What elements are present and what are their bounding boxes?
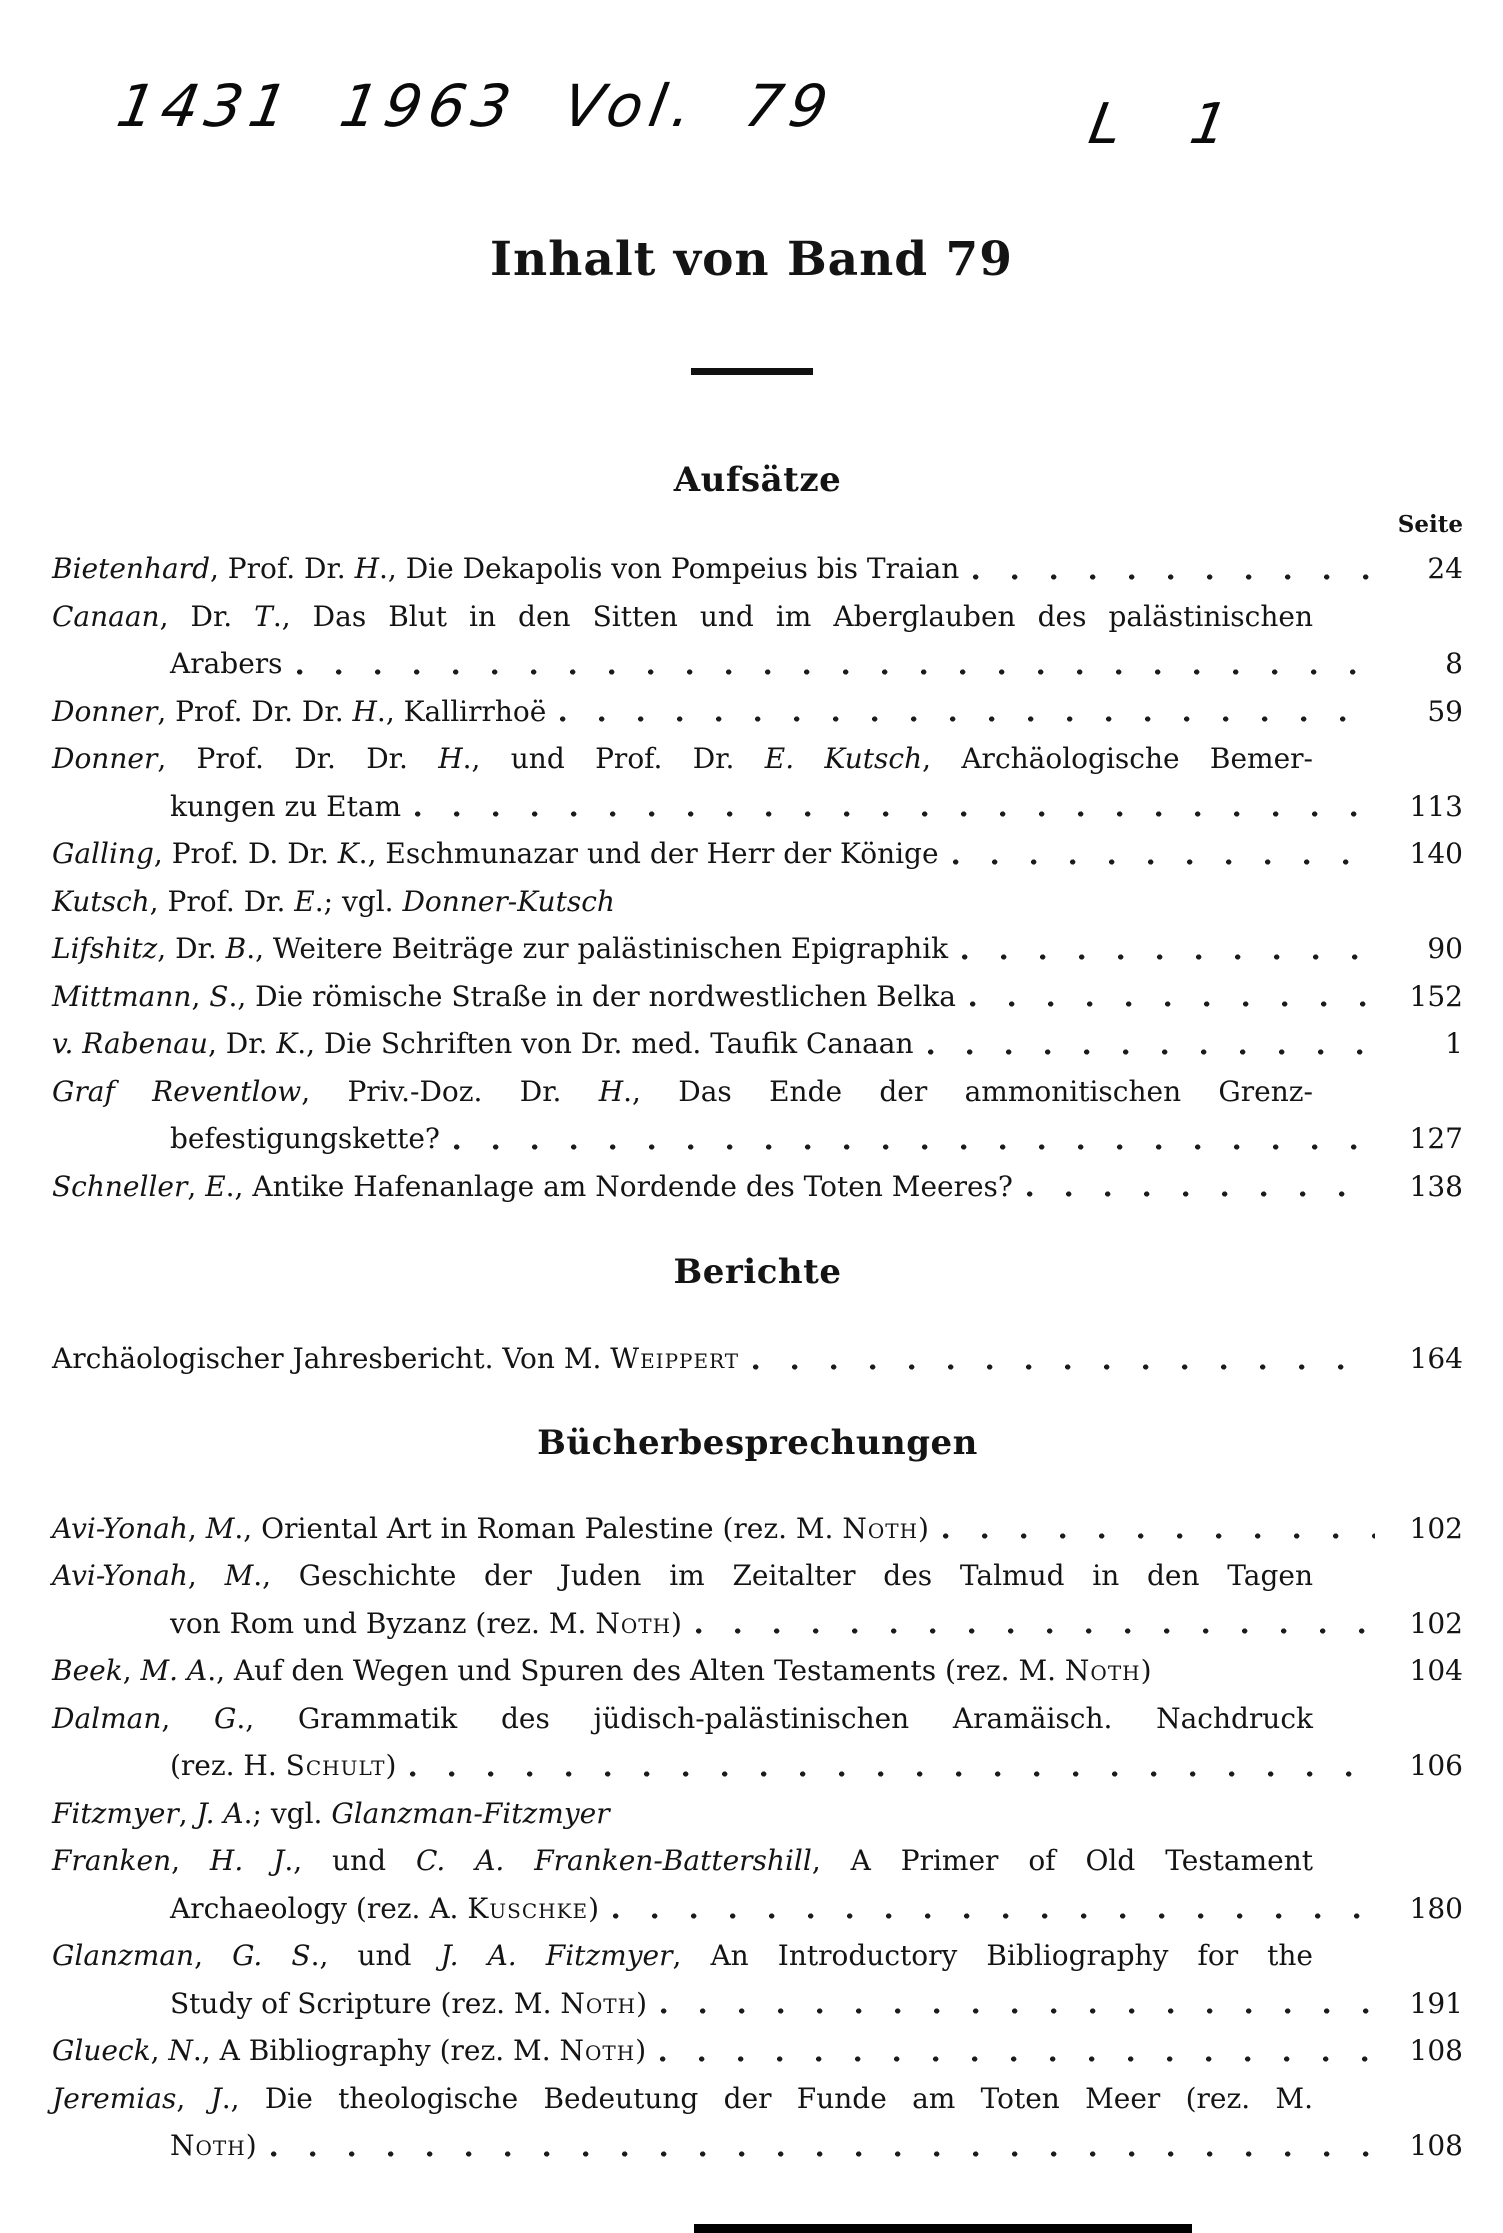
toc-entry-line	[52, 735, 1463, 783]
entry-text: Jeremias, J., Die theologische Bedeutung der Funde am Toten Meer (rez. M.	[52, 2081, 1313, 2115]
toc-entry-line	[52, 1020, 1463, 1068]
entry-text: von Rom und Byzanz (rez. M. Noth)	[170, 1606, 682, 1640]
entry-text: Kutsch, Prof. Dr. E.; vgl. Donner-Kutsch	[52, 884, 615, 918]
handwritten-shelf-mark: L 1	[1084, 92, 1259, 157]
toc-entry-line	[52, 973, 1463, 1021]
entry-text: Dalman, G., Grammatik des jüdisch-palästinischen Aramäisch. Nachdruck	[52, 1701, 1313, 1735]
section-heading: Bücherbesprechungen	[537, 1422, 978, 1463]
entry-text: Noth)	[170, 2129, 257, 2162]
toc-entry-line	[52, 1068, 1463, 1116]
entry-text: Canaan, Dr. T., Das Blut in den Sitten und im Aberglauben des palästinischen	[52, 599, 1313, 633]
section-heading: Berichte	[673, 1252, 842, 1292]
toc-entry-line	[52, 830, 1463, 878]
toc-entry-line	[52, 1552, 1463, 1600]
page-number: 104	[1409, 1654, 1463, 1687]
toc-entry-line	[52, 640, 1463, 688]
dot-leader	[753, 1335, 1375, 1383]
dot-leader	[415, 783, 1375, 831]
entry-text: Franken, H. J., und C. A. Franken-Battershill, A Primer of Old Testament	[52, 1844, 1313, 1877]
dot-leader	[297, 640, 1375, 688]
entry-text: befestigungskette?	[170, 1122, 440, 1155]
toc-sections	[52, 450, 1463, 2170]
entry-text: Fitzmyer, J. A.; vgl. Glanzman-Fitzmyer	[52, 1796, 610, 1830]
toc-section	[52, 1242, 1463, 1383]
entry-text: (rez. H. Schult)	[170, 1749, 397, 1782]
toc-entry-line	[52, 1163, 1463, 1211]
dot-leader	[928, 1020, 1375, 1068]
toc-entry-line	[52, 783, 1463, 831]
page-number: 127	[1409, 1122, 1463, 1155]
dot-leader	[696, 1600, 1375, 1648]
dot-leader	[943, 1505, 1375, 1553]
seite-column-label: Seite	[1397, 511, 1463, 538]
page-number: 102	[1409, 1511, 1463, 1545]
dot-leader	[661, 1980, 1375, 2028]
entry-text: Lifshitz, Dr. B., Weitere Beiträge zur palästinischen Epigraphik	[52, 932, 949, 965]
dot-leader	[660, 2027, 1375, 2075]
entry-text: v. Rabenau, Dr. K., Die Schriften von Dr. med. Taufik Canaan	[52, 1027, 914, 1060]
entry-text: Archäologischer Jahresbericht. Von M. Weippert	[52, 1342, 740, 1375]
dot-leader	[560, 688, 1375, 736]
page-number: 24	[1427, 552, 1463, 585]
dot-leader	[973, 545, 1375, 593]
toc-entry-line	[52, 2075, 1463, 2123]
section-entries	[52, 1335, 1463, 1383]
entry-text: Avi-Yonah, M., Oriental Art in Roman Palestine (rez. M. Noth)	[52, 1511, 929, 1545]
toc-section	[52, 1413, 1463, 2170]
entry-text: Arabers	[170, 647, 283, 680]
toc-entry-line	[52, 1115, 1463, 1163]
entry-text: Glanzman, G. S., und J. A. Fitzmyer, An Introductory Bibliography for the	[52, 1939, 1314, 1972]
entry-text: Archaeology (rez. A. Kuschke)	[170, 1891, 600, 1925]
toc-entry-line	[52, 1932, 1463, 1980]
page-number: 108	[1409, 2129, 1463, 2162]
toc-entry-line	[52, 1742, 1463, 1790]
dot-leader	[410, 1742, 1375, 1790]
entry-text: Galling, Prof. D. Dr. K., Eschmunazar und der Herr der Könige	[52, 837, 939, 870]
section-entries	[52, 1505, 1463, 2170]
toc-entry-line	[52, 1505, 1463, 1553]
entry-text: Donner, Prof. Dr. Dr. H., Kallirrhoë	[52, 694, 547, 728]
page-number: 59	[1427, 694, 1463, 728]
dot-leader	[613, 1885, 1375, 1933]
entry-text: Bietenhard, Prof. Dr. H., Die Dekapolis von Pompeius bis Traian	[52, 552, 960, 585]
entry-text: Avi-Yonah, M., Geschichte der Juden im Zeitalter des Talmud in den Tagen	[52, 1559, 1313, 1592]
toc-entry-line	[52, 2122, 1463, 2170]
toc-entry-line	[52, 1837, 1463, 1885]
toc-entry-line	[52, 1980, 1463, 2028]
title-divider	[691, 368, 813, 375]
toc-entry-line	[52, 545, 1463, 593]
entry-text: kungen zu Etam	[170, 789, 402, 823]
dot-leader	[953, 830, 1375, 878]
page-number: 152	[1409, 979, 1463, 1013]
toc-entry-line	[52, 1790, 1463, 1838]
toc-entry-line	[52, 1885, 1463, 1933]
toc-entry-line	[52, 1695, 1463, 1743]
toc-entry-line	[52, 593, 1463, 641]
toc-entry-line	[52, 878, 1463, 926]
page-number: 140	[1409, 837, 1463, 870]
toc-section	[52, 450, 1463, 1210]
toc-entry-line	[52, 1647, 1463, 1695]
toc-entry-line	[52, 1600, 1463, 1648]
entry-text: Study of Scripture (rez. M. Noth)	[170, 1986, 648, 2020]
toc-entry-line	[52, 688, 1463, 736]
toc-entry-line	[52, 2027, 1463, 2075]
handwritten-volume-note: 1431 1963 Vol. 79	[112, 72, 840, 140]
page-number: 90	[1427, 932, 1463, 965]
page-number: 180	[1409, 1891, 1463, 1925]
scan-artifact-bar	[694, 2224, 1192, 2233]
dot-leader	[1027, 1163, 1375, 1211]
dot-leader	[454, 1115, 1375, 1163]
page-number: 102	[1409, 1606, 1463, 1640]
dot-leader	[962, 925, 1375, 973]
page-number: 113	[1409, 789, 1463, 823]
entry-text: Schneller, E., Antike Hafenanlage am Nordende des Toten Meeres?	[52, 1169, 1013, 1203]
entry-text: Graf Reventlow, Priv.-Doz. Dr. H., Das Ende der ammonitischen Grenz-	[52, 1074, 1313, 1108]
page-number: 108	[1409, 2034, 1463, 2067]
entry-text: Beek, M. A., Auf den Wegen und Spuren des Alten Testaments (rez. M. Noth)	[52, 1654, 1152, 1687]
section-entries	[52, 545, 1463, 1210]
toc-entry-line	[52, 1335, 1463, 1383]
dot-leader	[970, 973, 1375, 1021]
page-number: 8	[1445, 647, 1463, 680]
page-number: 138	[1409, 1169, 1463, 1203]
page-number: 164	[1409, 1342, 1463, 1375]
dot-leader	[271, 2122, 1375, 2170]
entry-text: Glueck, N., A Bibliography (rez. M. Noth)	[52, 2034, 647, 2067]
entry-text: Donner, Prof. Dr. Dr. H., und Prof. Dr. E. Kutsch, Archäologische Bemer-	[52, 742, 1313, 775]
page-number: 191	[1409, 1986, 1463, 2020]
page-number: 1	[1445, 1027, 1463, 1060]
page-title: Inhalt von Band 79	[490, 232, 1013, 287]
toc-entry-line	[52, 925, 1463, 973]
page-number: 106	[1409, 1749, 1463, 1782]
entry-text: Mittmann, S., Die römische Straße in der nordwestlichen Belka	[52, 979, 956, 1013]
section-heading: Aufsätze	[673, 460, 842, 500]
